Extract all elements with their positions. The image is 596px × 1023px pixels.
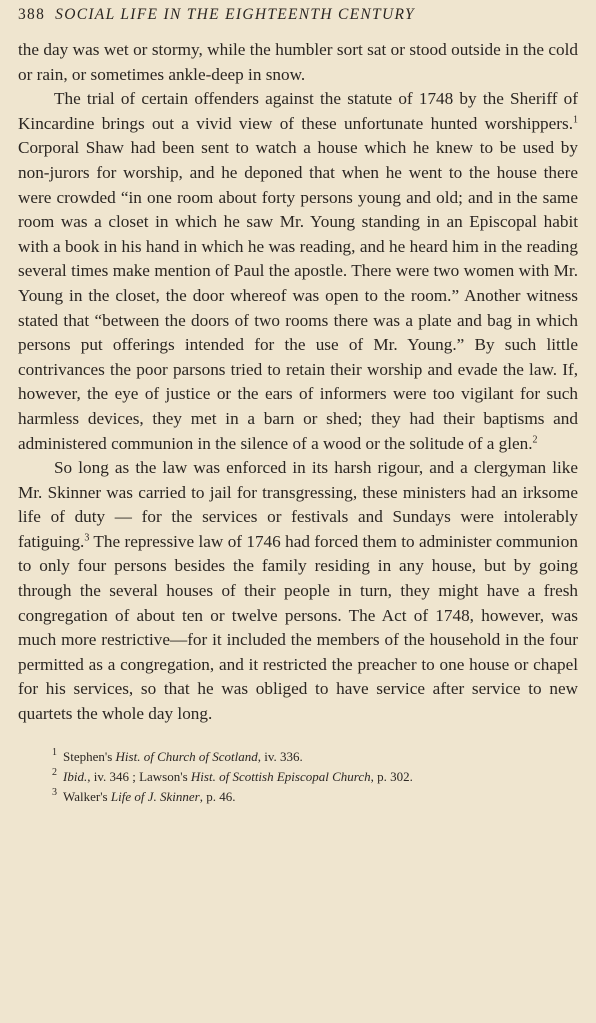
footnote-citation-title: Hist. of Scottish Episcopal Church	[190, 768, 371, 784]
running-head	[18, 6, 578, 38]
footnote-text: Stephen's	[63, 748, 116, 764]
text-segment: the day was wet or stormy, while the humbler sort sat or stood outside in the cold or rain, or sometimes ankle-deep in snow.	[18, 40, 578, 84]
footnote-text: , iv. 346 ; Lawson's	[87, 768, 191, 784]
footnote-citation-title: Life of J. Skinner	[110, 788, 200, 804]
footnote-ref-1: 1	[573, 114, 578, 126]
text-segment: The trial of certain offenders against the statute of 1748 by the Sheriff of Kincardine brings out a vivid view of these unfortunate hunted worshippers.	[18, 89, 578, 133]
footnote-ref-2: 2	[532, 433, 538, 445]
footnote-3	[52, 787, 578, 807]
text-segment: Corporal Shaw had been sent to watch a house which he knew to be used by non-jurors for worship, and he deponed that when he went to the house there were crowded “in one room about forty persons young and old; and in the same room was a closet in which he saw Mr. Young standing in an Episcopal habit with a book in his hand in which he was reading, and he heard him in the reading several times make mention of Paul the apostle. There were two women with Mr. Young in the closet, the door whereof was open to the room.” Another witness stated that “between the doors of two rooms there was a plate and bag in which persons put offerings intended for the use of Mr. Young.” By such little contrivances the poor parsons tried to retain their worship and evade the law. If, however, the eye of justice or the ears of informers were too vigilant for such harmless devices, they met in a barn or shed; they had their baptisms and administered communion in the silence of a wood or the solitude of a glen.	[18, 138, 578, 453]
footnote-text: , p. 302.	[370, 768, 413, 784]
footnote-text: Walker's	[63, 788, 111, 804]
footnote-citation-title: Ibid.	[63, 768, 88, 784]
paragraph-2	[18, 87, 578, 456]
page-number: 388	[18, 6, 46, 23]
footnote-text: , iv. 336.	[257, 748, 303, 764]
paragraph-3	[18, 456, 578, 727]
footnote-marker: 3	[52, 787, 57, 799]
footnote-ref-3: 3	[84, 532, 90, 544]
footnote-2	[52, 767, 578, 787]
footnote-citation-title: Hist. of Church of Scotland	[115, 748, 258, 764]
footnote-marker: 2	[52, 767, 57, 779]
running-title: SOCIAL LIFE IN THE EIGHTEENTH CENTURY	[55, 6, 415, 23]
footnotes	[18, 747, 578, 807]
paragraph-1	[18, 38, 578, 87]
footnote-1	[52, 747, 578, 767]
body-text	[18, 38, 578, 727]
text-segment: So long as the law was enforced in its harsh rigour, and a clergyman like Mr. Skinner was carried to jail for transgressing, these ministers had an irksome life of duty — for the services or festivals and Sundays were intolerably fatiguing.	[18, 458, 578, 551]
text-segment: The repressive law of 1746 had forced them to administer communion to only four persons besides the family residing in any house, but by going through the several houses of their people in turn, they might have a fresh congregation of about ten or twelve persons. The Act of 1748, however, was much more restrictive—for it included the members of the household in the four permitted as a congregation, and it restricted the preacher to one house or chapel for his services, so that he was obliged to have service after service to new quartets the whole day long.	[18, 531, 578, 724]
footnote-text: , p. 46.	[199, 788, 236, 804]
footnote-marker: 1	[52, 747, 57, 759]
